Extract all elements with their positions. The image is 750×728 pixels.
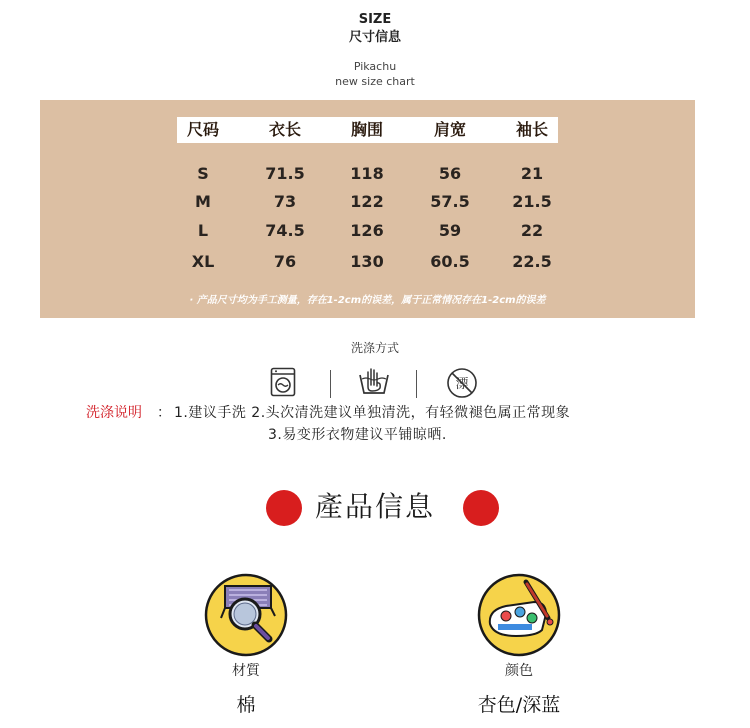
- table-cell: 22: [520, 221, 544, 240]
- table-cell: 21.5: [512, 192, 552, 211]
- material-magnifier-icon: [203, 572, 289, 662]
- color-palette-icon: [476, 572, 562, 662]
- table-cell: 130: [350, 252, 384, 271]
- table-cell: L: [197, 221, 209, 240]
- table-cell: 126: [350, 221, 384, 240]
- measurement-note: · 产品尺寸均为手工测量，存在1-2cm的误差，属于正常情况存在1-2cm的误差: [189, 295, 546, 306]
- column-header-shoulder: 肩宽: [433, 120, 466, 139]
- table-cell: M: [195, 192, 211, 211]
- chart-label: new size chart: [335, 75, 415, 88]
- washing-title: 洗涤方式: [350, 341, 399, 355]
- column-header-chest: 胸围: [350, 120, 383, 139]
- table-cell: 60.5: [430, 252, 470, 271]
- table-cell: 73: [273, 192, 297, 211]
- column-header-length: 衣长: [268, 120, 301, 139]
- table-cell: XL: [191, 252, 215, 271]
- table-cell: 122: [350, 192, 384, 211]
- care-instructions-colon: ：: [157, 405, 171, 421]
- care-instruction-line-2: 3.易变形衣物建议平铺晾晒.: [268, 427, 447, 443]
- material-label: 材質: [232, 663, 260, 679]
- column-header-size: 尺码: [186, 120, 219, 139]
- table-cell: 118: [350, 164, 384, 183]
- column-header-sleeve: 袖长: [515, 120, 548, 139]
- color-value: 杏色/深蓝: [477, 694, 561, 716]
- washing-machine-icon: [270, 367, 296, 401]
- table-cell: 76: [273, 252, 297, 271]
- size-subtitle: 尺寸信息: [348, 30, 401, 45]
- size-chart-panel: [40, 100, 695, 318]
- material-value: 棉: [236, 694, 256, 716]
- brand-name: Pikachu: [353, 60, 397, 73]
- size-title: SIZE: [358, 12, 392, 27]
- no-bleach-icon: [446, 367, 478, 403]
- product-info-title: 產品信息: [314, 490, 435, 523]
- icon-divider: [330, 370, 331, 398]
- table-cell: S: [197, 164, 209, 183]
- svg-text:漂: 漂: [455, 377, 469, 392]
- table-cell: 56: [438, 164, 462, 183]
- color-label: 颜色: [505, 663, 533, 679]
- hand-wash-icon: [358, 367, 390, 401]
- care-instructions-label: 洗涤说明: [86, 405, 142, 421]
- red-dot-right: [463, 490, 499, 526]
- table-cell: 21: [520, 164, 544, 183]
- table-cell: 22.5: [512, 252, 552, 271]
- table-cell: 57.5: [430, 192, 470, 211]
- icon-divider: [416, 370, 417, 398]
- care-instruction-line-1: 1.建议手洗 2.头次清洗建议单独清洗，有轻微褪色属正常现象: [174, 405, 571, 421]
- table-cell: 71.5: [265, 164, 305, 183]
- table-cell: 59: [438, 221, 462, 240]
- table-cell: 74.5: [265, 221, 305, 240]
